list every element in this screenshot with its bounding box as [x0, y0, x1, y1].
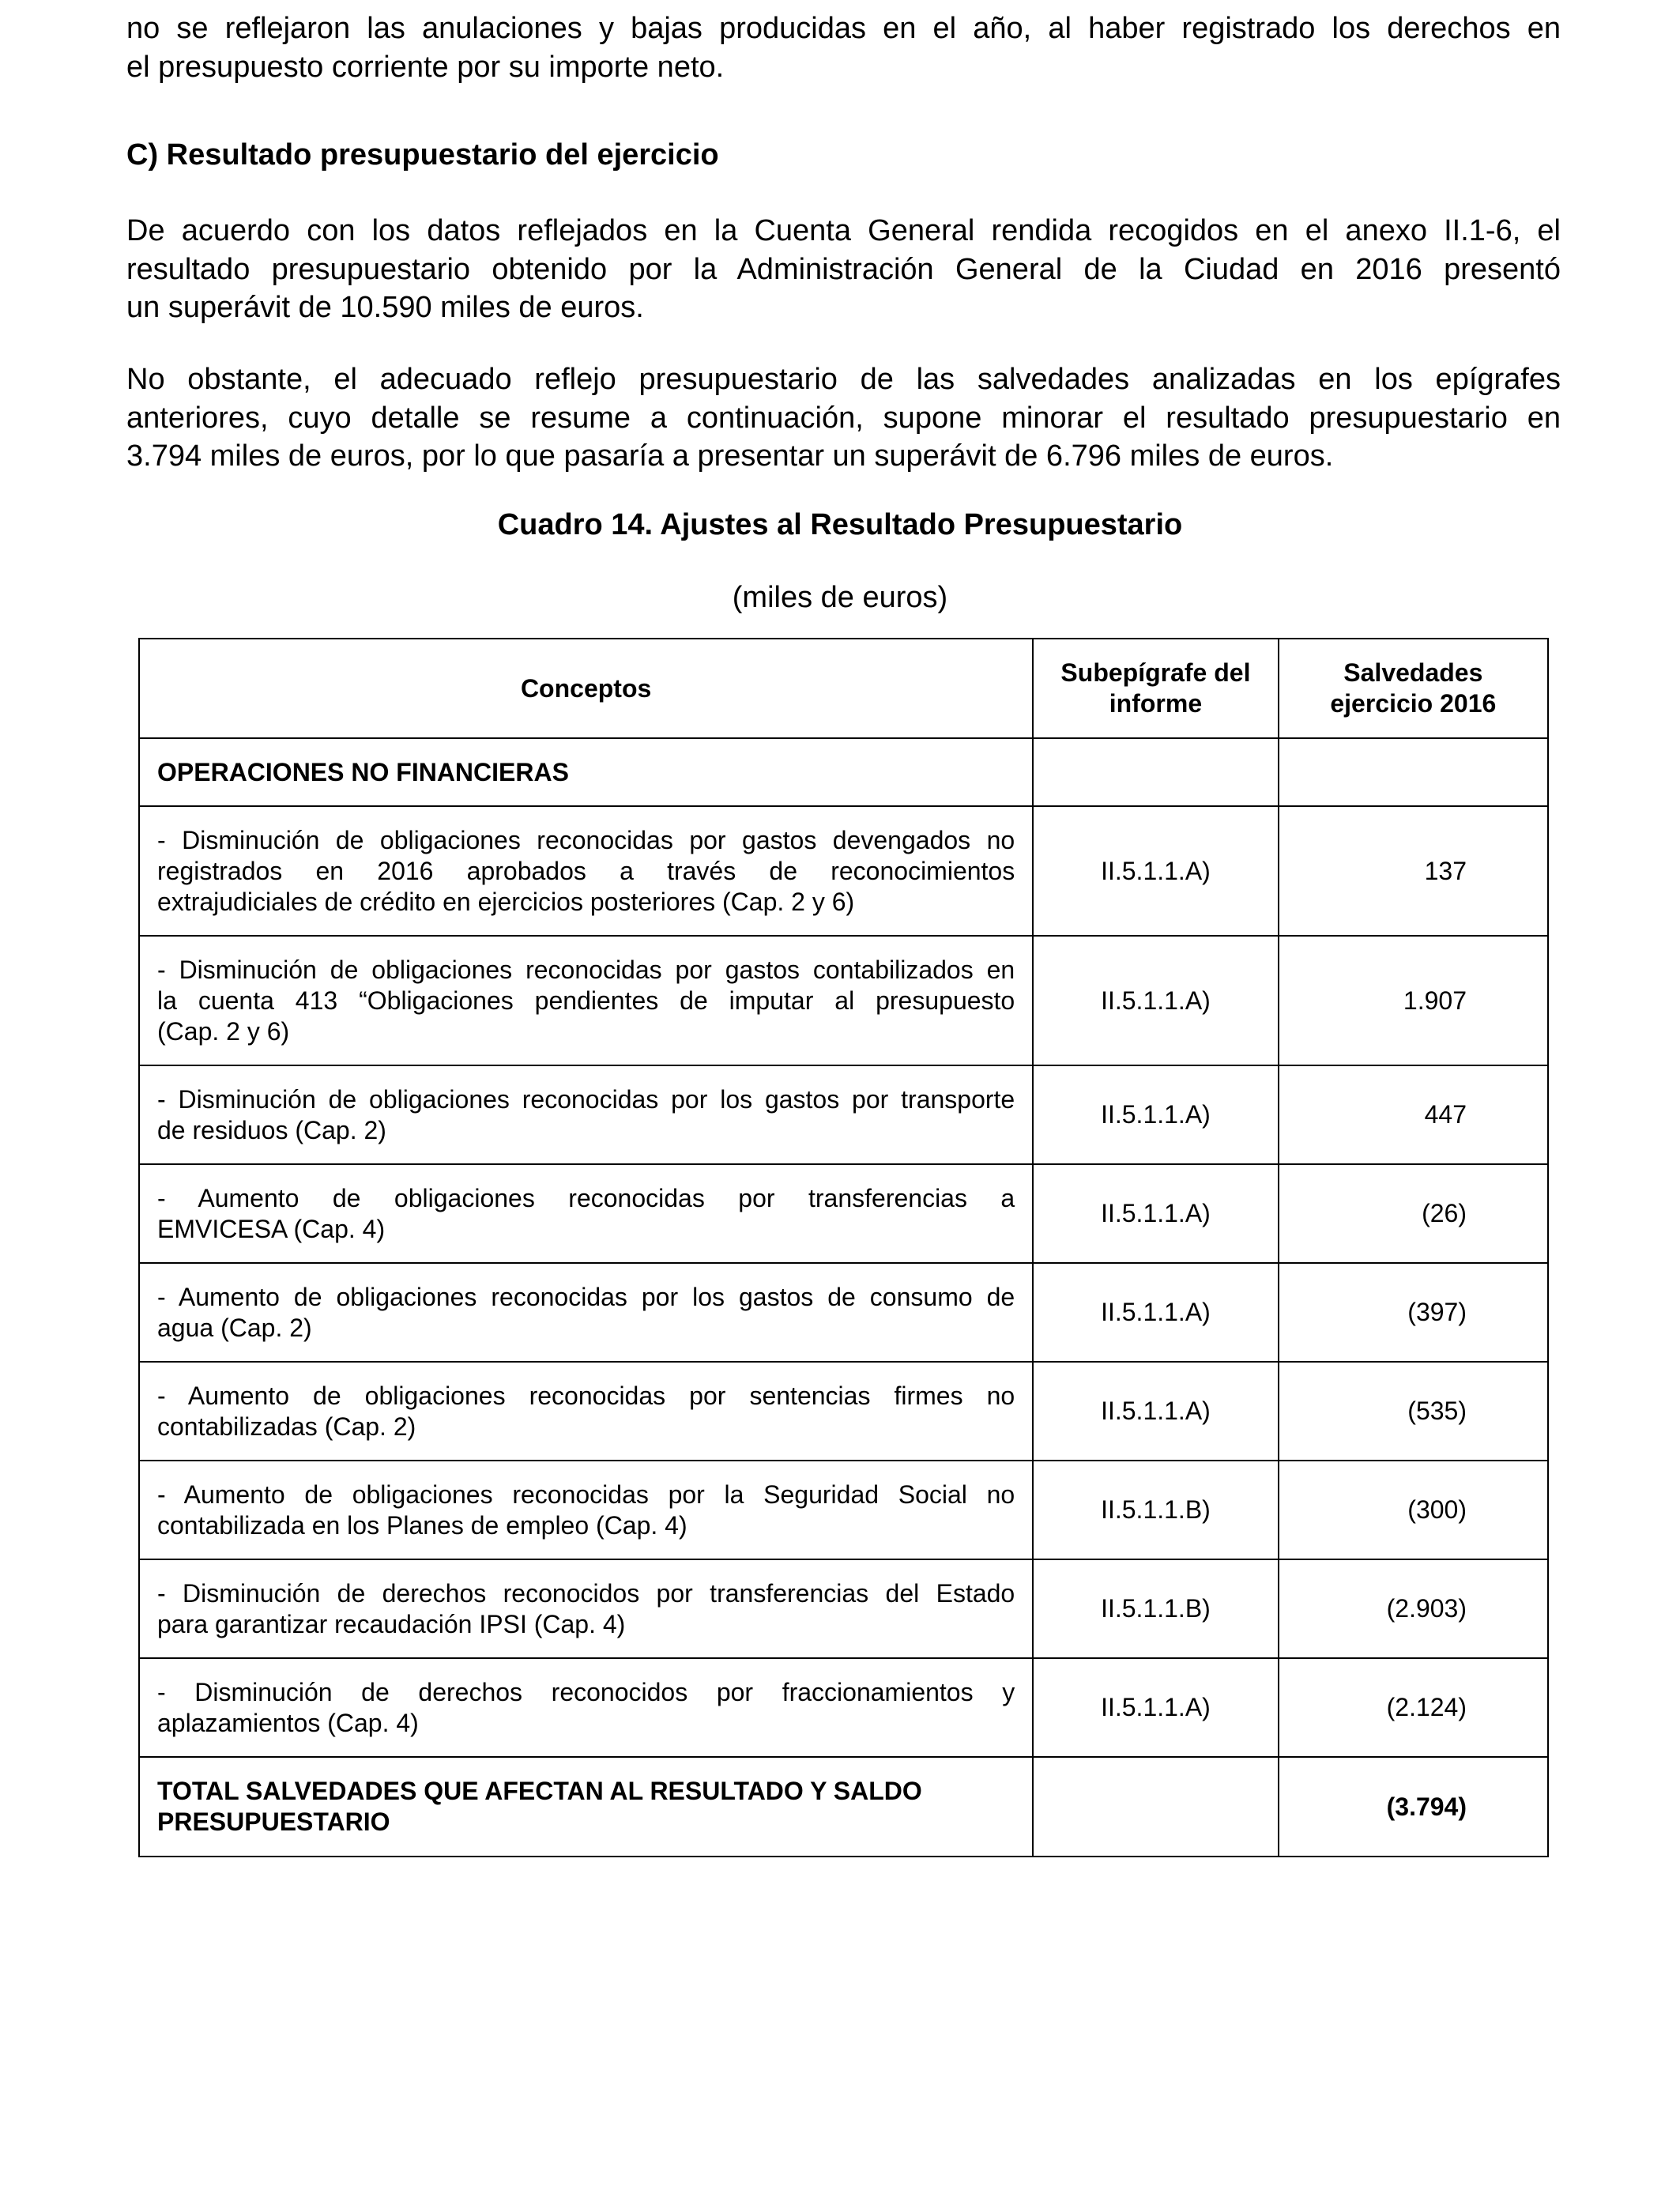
concept-line: - Aumento de obligaciones reconocidas por los gastos de consumo de [157, 1282, 1015, 1311]
concept-cell [139, 1164, 1033, 1263]
text-line: no se reflejaron las anulaciones y bajas producidas en el año, al haber registrado los derechos en [126, 12, 1561, 45]
text-line: un superávit de 10.590 miles de euros. [126, 291, 644, 324]
table-row [139, 1658, 1548, 1757]
paragraph-result [126, 212, 1561, 327]
intro-paragraph [126, 9, 1561, 86]
concept-line: agua (Cap. 2) [157, 1313, 312, 1342]
concept-cell [139, 806, 1033, 936]
concept-cell [139, 1559, 1033, 1658]
section-heading: C) Resultado presupuestario del ejercicio [126, 138, 719, 172]
subepigrafe-cell: II.5.1.1.A) [1033, 1065, 1278, 1164]
concept-line: - Aumento de obligaciones reconocidas por la Seguridad Social no [157, 1480, 1015, 1509]
section-row [139, 738, 1548, 806]
concept-line: (Cap. 2 y 6) [157, 1016, 290, 1046]
empty-cell [1033, 738, 1278, 806]
total-label [139, 1757, 1033, 1857]
header-conceptos: Conceptos [139, 639, 1033, 738]
text-line: resultado presupuestario obtenido por la Administración General de la Ciudad en 2016 presentó [126, 252, 1561, 286]
amount-cell: (397) [1279, 1263, 1548, 1362]
amount-cell: 137 [1279, 806, 1548, 936]
table-header-row [139, 639, 1548, 738]
header-salvedades-line: Salvedades [1343, 658, 1483, 687]
table-row [139, 806, 1548, 936]
concept-line: registrados en 2016 aprobados a través de reconocimientos [157, 856, 1015, 885]
subepigrafe-cell: II.5.1.1.A) [1033, 806, 1278, 936]
total-row [139, 1757, 1548, 1857]
concept-cell [139, 1065, 1033, 1164]
table-row [139, 1164, 1548, 1263]
amount-cell: (535) [1279, 1362, 1548, 1461]
table-title: Cuadro 14. Ajustes al Resultado Presupuestario [497, 508, 1183, 541]
concept-cell [139, 1362, 1033, 1461]
concept-line: para garantizar recaudación IPSI (Cap. 4) [157, 1609, 626, 1638]
text-line: De acuerdo con los datos reflejados en la Cuenta General rendida recogidos en el anexo II.1-6, el [126, 214, 1561, 247]
concept-cell [139, 1461, 1033, 1559]
subepigrafe-cell: II.5.1.1.A) [1033, 1164, 1278, 1263]
amount-cell: 447 [1279, 1065, 1548, 1164]
total-line: PRESUPUESTARIO [157, 1808, 390, 1836]
concept-line: - Disminución de obligaciones reconocidas por gastos devengados no [157, 825, 1015, 854]
table-row [139, 1461, 1548, 1559]
subepigrafe-cell: II.5.1.1.A) [1033, 1263, 1278, 1362]
header-subepigrafe [1033, 639, 1278, 738]
table-row [139, 936, 1548, 1065]
concept-line: - Disminución de obligaciones reconocidas por gastos contabilizados en [157, 955, 1015, 984]
text-line: anteriores, cuyo detalle se resume a continuación, supone minorar el resultado presupuestario en [126, 401, 1561, 435]
concept-line: extrajudiciales de crédito en ejercicios posteriores (Cap. 2 y 6) [157, 887, 855, 916]
subepigrafe-cell: II.5.1.1.B) [1033, 1461, 1278, 1559]
subepigrafe-cell: II.5.1.1.B) [1033, 1559, 1278, 1658]
adjustments-table [138, 638, 1549, 1857]
text-line: el presupuesto corriente por su importe neto. [126, 50, 725, 84]
concept-cell [139, 936, 1033, 1065]
concept-line: - Disminución de derechos reconocidos por transferencias del Estado [157, 1578, 1015, 1608]
concept-line: - Disminución de obligaciones reconocidas por los gastos por transporte [157, 1084, 1015, 1114]
header-salvedades-line: ejercicio 2016 [1330, 689, 1497, 718]
concept-line: la cuenta 413 “Obligaciones pendientes de imputar al presupuesto [157, 986, 1015, 1015]
table-row [139, 1065, 1548, 1164]
table-row [139, 1559, 1548, 1658]
table-row [139, 1263, 1548, 1362]
concept-line: - Aumento de obligaciones reconocidas por transferencias a [157, 1183, 1015, 1212]
concept-line: - Aumento de obligaciones reconocidas por sentencias firmes no [157, 1381, 1015, 1410]
header-subepigrafe-line: informe [1109, 689, 1203, 718]
concept-line: - Disminución de derechos reconocidos por fraccionamientos y [157, 1677, 1015, 1706]
concept-line: aplazamientos (Cap. 4) [157, 1708, 419, 1737]
concept-line: EMVICESA (Cap. 4) [157, 1214, 386, 1243]
amount-cell: (26) [1279, 1164, 1548, 1263]
table-row [139, 1362, 1548, 1461]
subepigrafe-cell: II.5.1.1.A) [1033, 1658, 1278, 1757]
header-subepigrafe-line: Subepígrafe del [1060, 658, 1251, 687]
text-line: 3.794 miles de euros, por lo que pasaría a presentar un superávit de 6.796 miles de euros. [126, 439, 1334, 473]
text-line: No obstante, el adecuado reflejo presupuestario de las salvedades analizadas en los epígrafes [126, 363, 1561, 396]
empty-cell [1279, 738, 1548, 806]
amount-cell: (2.124) [1279, 1658, 1548, 1757]
amount-cell: (300) [1279, 1461, 1548, 1559]
concept-cell [139, 1263, 1033, 1362]
concept-line: contabilizadas (Cap. 2) [157, 1412, 416, 1441]
table-units: (miles de euros) [732, 581, 948, 614]
subepigrafe-cell: II.5.1.1.A) [1033, 1362, 1278, 1461]
paragraph-adjustment [126, 360, 1561, 476]
header-salvedades [1279, 639, 1548, 738]
total-line: TOTAL SALVEDADES QUE AFECTAN AL RESULTADO Y SALDO [157, 1777, 922, 1805]
amount-cell: (2.903) [1279, 1559, 1548, 1658]
concept-line: de residuos (Cap. 2) [157, 1115, 386, 1144]
concept-line: contabilizada en los Planes de empleo (Cap. 4) [157, 1510, 687, 1540]
amount-cell: 1.907 [1279, 936, 1548, 1065]
section-label: OPERACIONES NO FINANCIERAS [139, 738, 1033, 806]
subepigrafe-cell: II.5.1.1.A) [1033, 936, 1278, 1065]
empty-cell [1033, 1757, 1278, 1857]
concept-cell [139, 1658, 1033, 1757]
total-amount: (3.794) [1279, 1757, 1548, 1857]
